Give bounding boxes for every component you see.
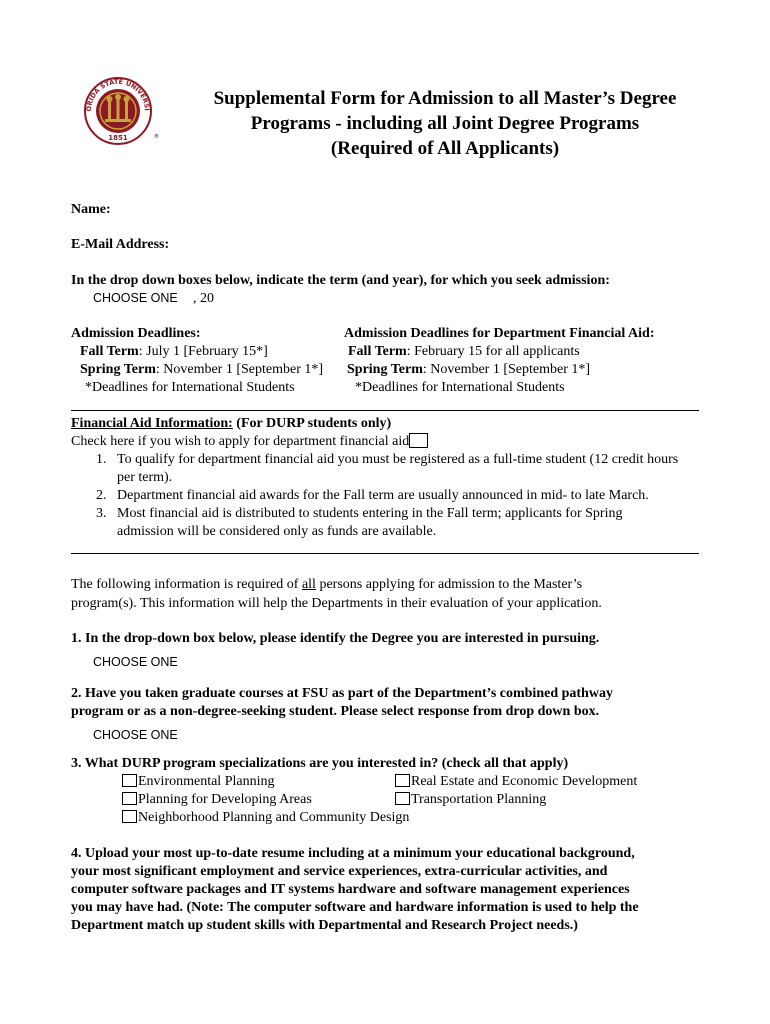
specialization-checkbox[interactable]	[395, 792, 410, 805]
intro-part-1: The following information is required of	[71, 577, 302, 592]
question-3: 3. What DURP program specializations are you interested in? (check all that apply)	[71, 756, 569, 771]
seal-top-text: ORIDA STATE UNIVERSI	[84, 77, 152, 112]
question-1: 1. In the drop-down box below, please identify the Degree you are interested in pursuing.	[71, 631, 600, 646]
specialization-label: Real Estate and Economic Development	[411, 774, 638, 789]
term-year-input[interactable]	[220, 289, 260, 307]
intro-line-1	[71, 576, 582, 594]
specialization-checkbox[interactable]	[122, 774, 137, 787]
specialization-label: Neighborhood Planning and Community Design	[138, 810, 410, 825]
title-line-1: Supplemental Form for Admission to all Master’s Degree	[213, 88, 677, 109]
name-input[interactable]	[120, 199, 540, 219]
spring-term-label: Spring Term	[80, 362, 156, 377]
aid-international-note: *Deadlines for International Students	[355, 380, 565, 395]
term-instruction: In the drop down boxes below, indicate the term (and year), for which you seek admission:	[71, 273, 610, 288]
list-item-text: Department financial aid awards for the Fall term are usually announced in mid- to late March.	[117, 488, 649, 503]
specialization-option[interactable]	[122, 791, 312, 809]
fall-term-label: Fall Term	[80, 344, 139, 359]
specialization-checkbox[interactable]	[122, 810, 137, 823]
question-4-line: Department match up student skills with Departmental and Research Project needs.)	[71, 918, 578, 933]
specialization-option[interactable]	[122, 773, 274, 791]
title-line-2: Programs - including all Joint Degree Programs	[250, 113, 640, 134]
specialization-label: Transportation Planning	[411, 792, 547, 807]
term-select[interactable]: CHOOSE ONE	[93, 291, 178, 305]
intro-part-2: persons applying for admission to the Master’s	[315, 577, 583, 592]
aid-spring-deadline	[347, 361, 590, 379]
list-item	[96, 451, 696, 487]
divider-top	[71, 410, 699, 411]
list-item	[96, 505, 696, 541]
seal-year: 1851	[108, 134, 128, 142]
financial-aid-heading-suffix: (For DURP students only)	[232, 416, 392, 431]
email-label: E-Mail Address:	[71, 237, 170, 252]
specialization-option[interactable]	[395, 791, 546, 809]
financial-aid-checkbox-row	[71, 433, 428, 451]
fall-term-value: : July 1 [February 15*]	[138, 344, 268, 359]
intro-all: all	[301, 577, 316, 592]
specialization-option[interactable]	[395, 773, 637, 791]
pathway-select[interactable]: CHOOSE ONE	[93, 728, 178, 742]
degree-select[interactable]: CHOOSE ONE	[93, 655, 178, 669]
admission-deadlines-heading: Admission Deadlines:	[71, 326, 201, 341]
list-item-text: Most financial aid is distributed to students entering in the Fall term; applicants for Spring admission will be considered only as funds are available.	[117, 506, 623, 539]
name-label: Name:	[71, 202, 111, 217]
email-input[interactable]	[185, 234, 605, 254]
aid-spring-term-value: : November 1 [September 1*]	[422, 362, 591, 377]
specialization-label: Environmental Planning	[138, 774, 275, 789]
term-year-prefix: , 20	[193, 291, 214, 306]
list-item	[96, 487, 696, 505]
specialization-option[interactable]	[122, 809, 409, 827]
specialization-checkbox[interactable]	[395, 774, 410, 787]
page-title	[150, 86, 740, 161]
aid-spring-term-label: Spring Term	[347, 362, 423, 377]
title-line-3: (Required of All Applicants)	[330, 138, 560, 159]
aid-fall-term-value: : February 15 for all applicants	[406, 344, 580, 359]
financial-aid-deadlines-heading: Admission Deadlines for Department Financial Aid:	[344, 326, 655, 341]
question-4-line: 4. Upload your most up-to-date resume including at a minimum your educational background,	[71, 846, 635, 861]
registered-mark: ®	[154, 134, 159, 140]
question-2-line-1: 2. Have you taken graduate courses at FSU as part of the Department’s combined pathway	[71, 686, 613, 701]
aid-fall-term-label: Fall Term	[348, 344, 407, 359]
financial-aid-heading	[71, 415, 391, 433]
question-2-line-2: program or as a non-degree-seeking student. Please select response from drop down box.	[71, 704, 600, 719]
specialization-checkbox[interactable]	[122, 792, 137, 805]
question-4-line: computer software packages and IT systems hardware and software management experiences	[71, 882, 630, 897]
admission-spring-deadline	[80, 361, 323, 379]
financial-aid-checkbox[interactable]	[409, 433, 428, 448]
list-item-number: 2.	[96, 488, 107, 503]
question-4-line: you may have had. (Note: The computer software and hardware information is used to help the	[71, 900, 639, 915]
list-item-number: 1.	[96, 452, 107, 467]
financial-aid-checkbox-label: Check here if you wish to apply for department financial aid	[71, 434, 410, 449]
list-item-number: 3.	[96, 506, 107, 521]
divider-bottom	[71, 553, 699, 554]
financial-aid-heading-label: Financial Aid Information:	[71, 416, 233, 431]
list-item-text: To qualify for department financial aid you must be registered as a full-time student (12 credit hours per term).	[117, 452, 679, 485]
admission-international-note: *Deadlines for International Students	[85, 380, 295, 395]
spring-term-value: : November 1 [September 1*]	[155, 362, 324, 377]
admission-fall-deadline	[80, 343, 268, 361]
intro-line-2: program(s). This information will help the Departments in their evaluation of your application.	[71, 596, 602, 611]
specialization-label: Planning for Developing Areas	[138, 792, 312, 807]
question-4-line: your most significant employment and service experiences, extra-curricular activities, and	[71, 864, 608, 879]
aid-fall-deadline	[348, 343, 580, 361]
